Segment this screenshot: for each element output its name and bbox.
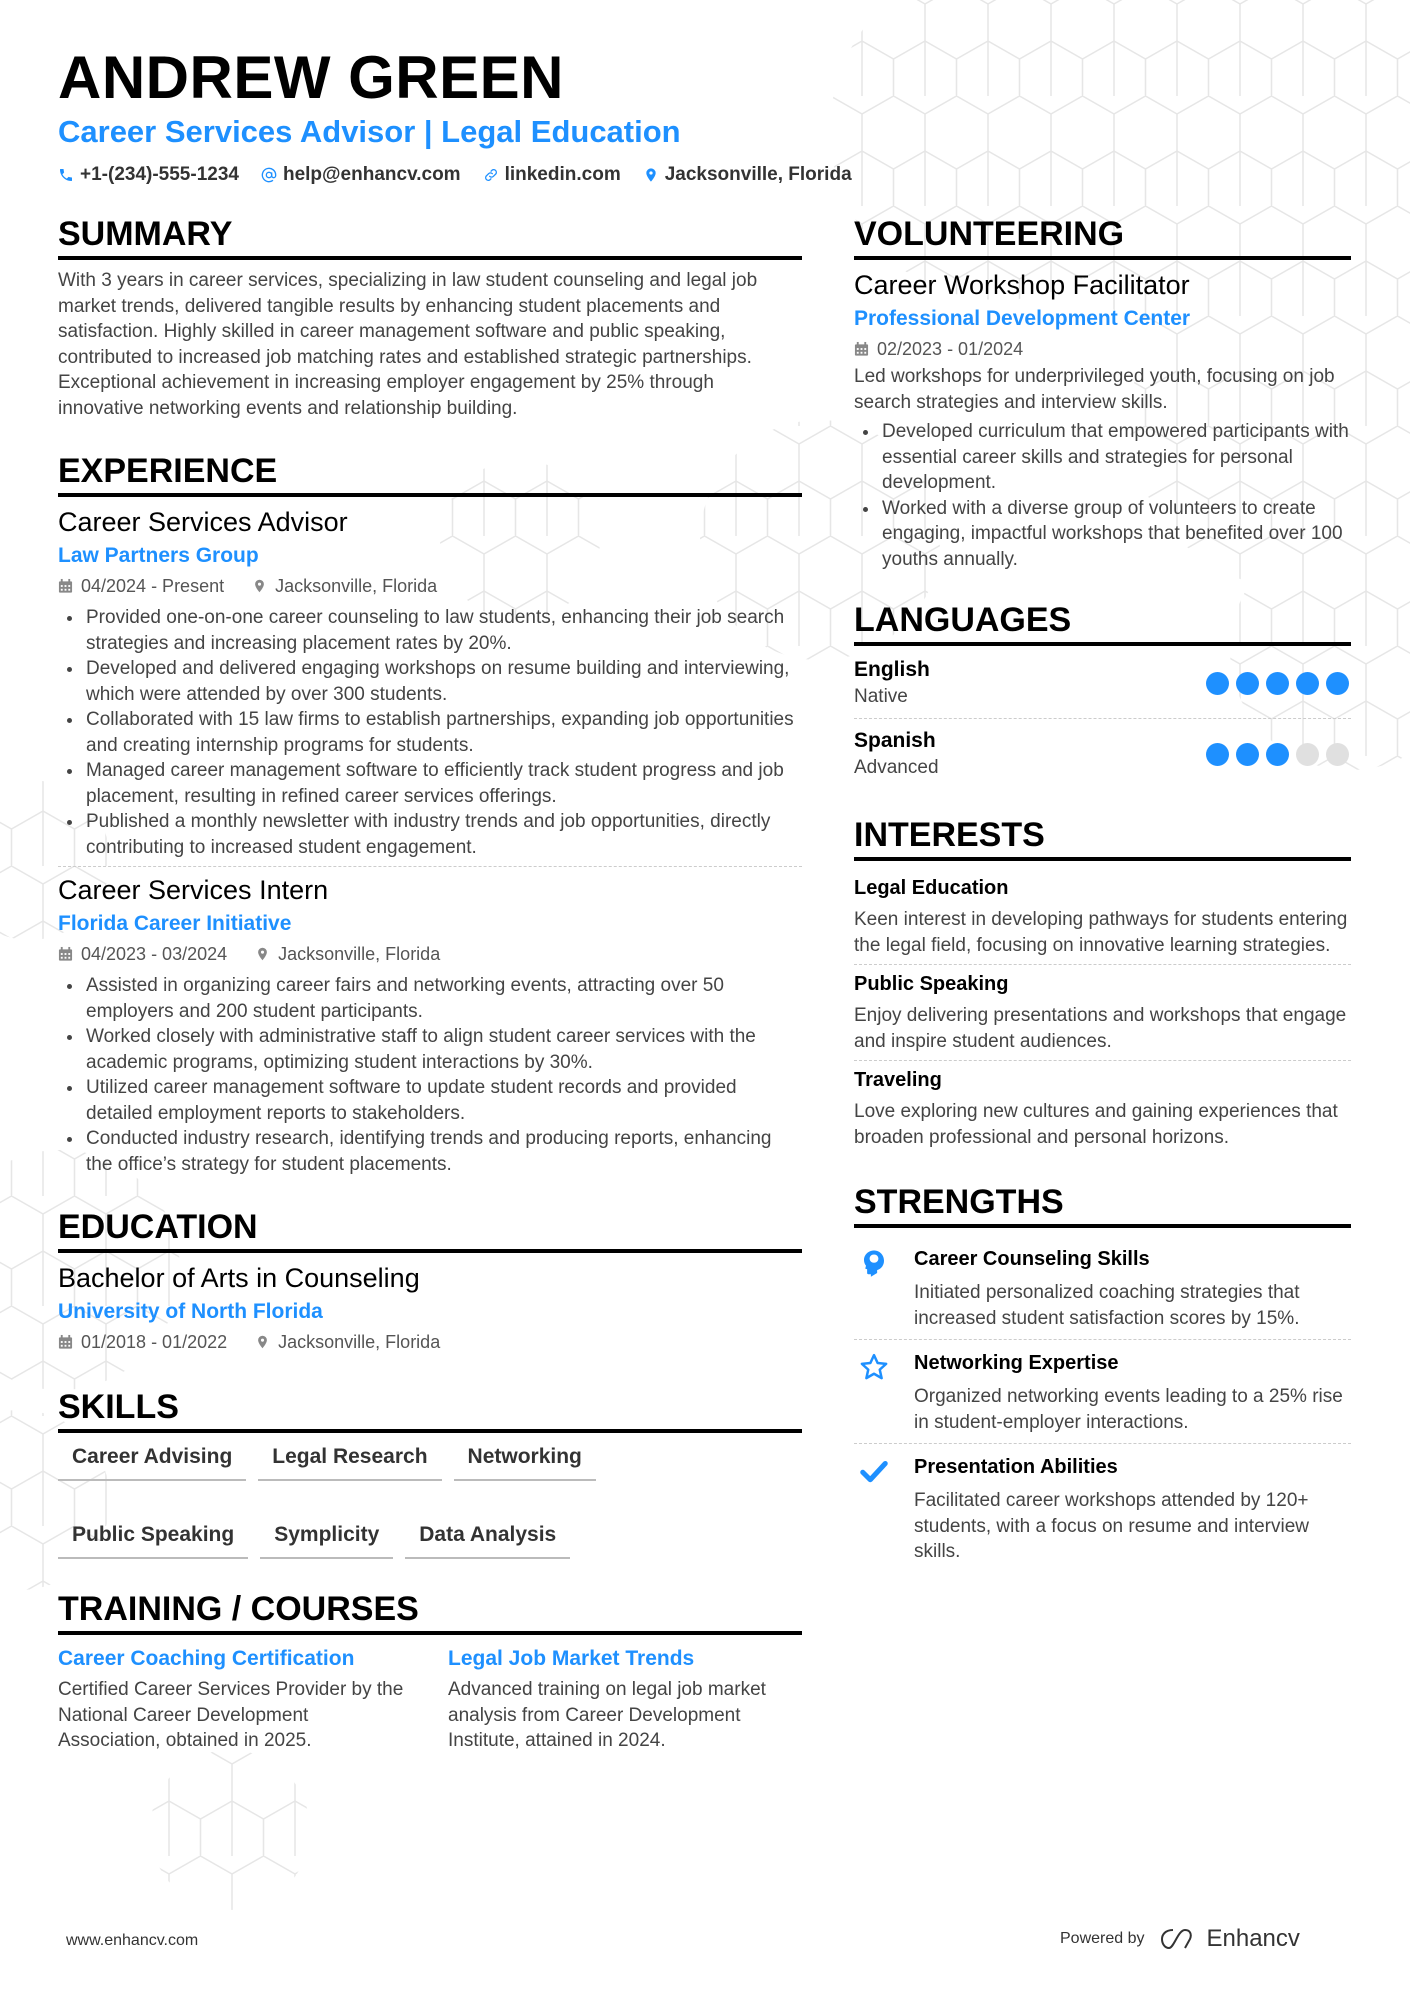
section-title-education: EDUCATION — [58, 1207, 802, 1253]
job-title: Career Services Advisor — [58, 507, 348, 537]
strength-title: Career Counseling Skills — [914, 1248, 1150, 1270]
powered-by-label: Powered by — [1060, 1930, 1145, 1947]
bullet-item: Conducted industry research, identifying trends and producing reports, enhancing the office’s strategy for student placements. — [58, 1126, 802, 1177]
experience-section — [58, 451, 802, 1177]
left-column — [58, 214, 802, 1780]
star-icon — [859, 1352, 889, 1382]
language-level: Advanced — [854, 757, 939, 778]
location-text: Jacksonville, Florida — [278, 1332, 441, 1352]
job-bullets — [58, 605, 802, 860]
bullet-item: Worked closely with administrative staff to align student career services with the academic programs, optimizing student interactions by 30%. — [58, 1024, 802, 1075]
skill-tag: Symplicity — [260, 1521, 393, 1559]
section-title-interests: INTERESTS — [854, 815, 1351, 861]
strength-icon-wrap — [854, 1348, 894, 1435]
volunteer-dates — [854, 334, 1023, 364]
job-title: Career Services Intern — [58, 875, 329, 905]
skills-section — [58, 1387, 802, 1559]
language-item — [854, 725, 1351, 789]
location-text: Jacksonville, Florida — [275, 576, 438, 596]
entry-divider — [58, 866, 802, 867]
summary-section — [58, 214, 802, 421]
rating-dot-filled — [1206, 743, 1229, 766]
job-meta — [58, 571, 802, 601]
language-name: Spanish — [854, 729, 936, 752]
phone-text: +1-(234)-555-1234 — [80, 164, 239, 185]
language-item — [854, 654, 1351, 719]
course-description: Certified Career Services Provider by the National Career Development Association, obtained in 2025. — [58, 1679, 404, 1751]
training-section — [58, 1589, 802, 1754]
languages-section — [854, 600, 1351, 789]
company-name: Florida Career Initiative — [58, 912, 292, 935]
contact-linkedin[interactable] — [483, 164, 621, 186]
section-title-summary: SUMMARY — [58, 214, 802, 260]
contact-location — [643, 164, 852, 186]
education-location — [255, 1327, 440, 1357]
contact-email[interactable] — [261, 164, 461, 186]
strength-description: Facilitated career workshops attended by 120+ students, with a focus on resume and interview skills. — [914, 1490, 1309, 1562]
bullet-item: Collaborated with 15 law firms to establish partnerships, expanding job opportunities and creating internship programs for students. — [58, 707, 802, 758]
checkmark-icon — [859, 1456, 889, 1486]
calendar-icon — [58, 1334, 73, 1350]
summary-text: With 3 years in career services, specializing in law student counseling and legal job market trends, delivered tangible results by enhancing student placements and satisfaction. Highly skilled in career management software and public speaking, contributed to increased job matching rates and established strategic partnerships. Exceptional achievement in increasing employer engagement by 25% through innovative networking events and relationship building. — [58, 270, 758, 419]
resume-header — [58, 44, 1358, 186]
location-pin-icon — [252, 578, 267, 594]
bullet-item: Managed career management software to efficiently track student progress and job placement, resulting in refined career services offerings. — [58, 758, 802, 809]
strengths-section — [854, 1182, 1351, 1573]
rating-dot-filled — [1326, 672, 1349, 695]
volunteering-section — [854, 214, 1351, 572]
interest-item — [854, 1061, 1351, 1156]
location-pin-icon — [255, 946, 270, 962]
linkedin-text: linkedin.com — [504, 164, 621, 185]
strength-title: Presentation Abilities — [914, 1456, 1118, 1478]
skill-tag: Data Analysis — [405, 1521, 570, 1559]
location-text: Jacksonville, Florida — [664, 164, 852, 185]
skill-tag: Career Advising — [58, 1443, 246, 1481]
enhancv-logo-icon — [1159, 1926, 1199, 1952]
volunteer-meta — [854, 334, 1351, 364]
skills-list — [58, 1443, 802, 1559]
footer-website[interactable]: www.enhancv.com — [66, 1932, 199, 1949]
bullet-item: Provided one-on-one career counseling to law students, enhancing their job search strategies and increasing placement rates by 20%. — [58, 605, 802, 656]
interest-description: Enjoy delivering presentations and workshops that engage and inspire student audiences. — [854, 1005, 1347, 1052]
contact-phone[interactable] — [58, 164, 239, 186]
strength-item — [854, 1236, 1351, 1340]
experience-entry — [58, 873, 802, 1177]
location-pin-icon — [643, 167, 659, 183]
job-dates — [58, 571, 224, 601]
bullet-item: Developed and delivered engaging workshops on resume building and interviewing, which were attended by over 300 students. — [58, 656, 802, 707]
language-rating — [1206, 672, 1349, 695]
rating-dot-filled — [1266, 743, 1289, 766]
strength-description: Organized networking events leading to a 25% rise in student-employer interactions. — [914, 1386, 1343, 1433]
volunteer-description: Led workshops for underprivileged youth, focusing on job search strategies and interview skills. — [854, 366, 1335, 413]
location-pin-icon — [255, 1334, 270, 1350]
school-name: University of North Florida — [58, 1300, 323, 1323]
location-text: Jacksonville, Florida — [278, 944, 441, 964]
language-rating — [1206, 743, 1349, 766]
rating-dot-empty — [1326, 743, 1349, 766]
interests-section — [854, 815, 1351, 1156]
footer-branding — [1060, 1925, 1300, 1953]
right-column — [854, 214, 1351, 1599]
bullet-item: Developed curriculum that empowered participants with essential career skills and strategies for personal development. — [854, 419, 1351, 496]
course-item — [58, 1643, 412, 1754]
skill-tag: Legal Research — [258, 1443, 441, 1481]
phone-icon — [58, 167, 74, 183]
strength-item — [854, 1444, 1351, 1573]
dates-text: 01/2018 - 01/2022 — [81, 1332, 228, 1352]
rating-dot-filled — [1206, 672, 1229, 695]
interest-title: Legal Education — [854, 877, 1009, 899]
calendar-icon — [58, 946, 73, 962]
job-location — [255, 939, 440, 969]
degree-title: Bachelor of Arts in Counseling — [58, 1263, 420, 1293]
volunteer-organization: Professional Development Center — [854, 307, 1191, 330]
course-list — [58, 1643, 802, 1754]
job-meta — [58, 939, 802, 969]
calendar-icon — [854, 341, 869, 357]
section-title-strengths: STRENGTHS — [854, 1182, 1351, 1228]
head-brain-icon — [859, 1248, 889, 1278]
course-description: Advanced training on legal job market analysis from Career Development Institute, attained in 2024. — [448, 1679, 766, 1751]
strength-item — [854, 1340, 1351, 1444]
skill-tag: Networking — [454, 1443, 596, 1481]
job-dates — [58, 939, 227, 969]
email-text: help@enhancv.com — [282, 164, 461, 185]
link-icon — [483, 167, 499, 183]
language-name: English — [854, 658, 930, 681]
dates-text: 04/2024 - Present — [81, 576, 225, 596]
interest-item — [854, 869, 1351, 965]
rating-dot-filled — [1236, 672, 1259, 695]
job-bullets — [58, 973, 802, 1177]
experience-entry — [58, 505, 802, 860]
language-level: Native — [854, 686, 908, 707]
dates-text: 04/2023 - 03/2024 — [81, 944, 228, 964]
rating-dot-filled — [1266, 672, 1289, 695]
bullet-item: Utilized career management software to update student records and provided detailed employment reports to stakeholders. — [58, 1075, 802, 1126]
bullet-item: Assisted in organizing career fairs and networking events, attracting over 50 employers and 200 student participants. — [58, 973, 802, 1024]
candidate-name: ANDREW GREEN — [58, 44, 565, 111]
course-item — [448, 1643, 802, 1754]
interest-description: Keen interest in developing pathways for students entering the legal field, focusing on innovative learning strategies. — [854, 909, 1348, 956]
section-title-training: TRAINING / COURSES — [58, 1589, 802, 1635]
education-section — [58, 1207, 802, 1357]
skill-tag: Public Speaking — [58, 1521, 248, 1559]
bullet-item: Published a monthly newsletter with industry trends and job opportunities, directly contributing to increased student engagement. — [58, 809, 802, 860]
interest-title: Public Speaking — [854, 973, 1009, 995]
calendar-icon — [58, 578, 73, 594]
strength-icon-wrap — [854, 1452, 894, 1565]
job-location — [252, 571, 437, 601]
strength-description: Initiated personalized coaching strategies that increased student satisfaction scores by 15%. — [914, 1282, 1300, 1329]
interest-description: Love exploring new cultures and gaining experiences that broaden professional and personal horizons. — [854, 1101, 1338, 1148]
volunteer-role: Career Workshop Facilitator — [854, 270, 1190, 300]
rating-dot-filled — [1296, 672, 1319, 695]
candidate-title: Career Services Advisor | Legal Education — [58, 114, 681, 149]
enhancv-logo[interactable] — [1159, 1925, 1300, 1953]
section-title-skills: SKILLS — [58, 1387, 802, 1433]
section-title-experience: EXPERIENCE — [58, 451, 802, 497]
rating-dot-empty — [1296, 743, 1319, 766]
volunteer-bullets — [854, 419, 1351, 572]
rating-dot-filled — [1236, 743, 1259, 766]
brand-name: Enhancv — [1206, 1925, 1300, 1952]
course-title: Career Coaching Certification — [58, 1647, 355, 1670]
section-title-volunteering: VOLUNTEERING — [854, 214, 1351, 260]
company-name: Law Partners Group — [58, 544, 259, 567]
course-title: Legal Job Market Trends — [448, 1647, 695, 1670]
strength-title: Networking Expertise — [914, 1352, 1119, 1374]
interest-title: Traveling — [854, 1069, 942, 1091]
bullet-item: Worked with a diverse group of volunteers to create engaging, impactful workshops that benefited over 100 youths annually. — [854, 496, 1351, 573]
strength-icon-wrap — [854, 1244, 894, 1331]
contact-bar — [58, 164, 1358, 186]
section-title-languages: LANGUAGES — [854, 600, 1351, 646]
education-meta — [58, 1327, 802, 1357]
dates-text: 02/2023 - 01/2024 — [877, 339, 1024, 359]
interest-item — [854, 965, 1351, 1061]
at-icon — [261, 167, 277, 183]
education-dates — [58, 1327, 227, 1357]
